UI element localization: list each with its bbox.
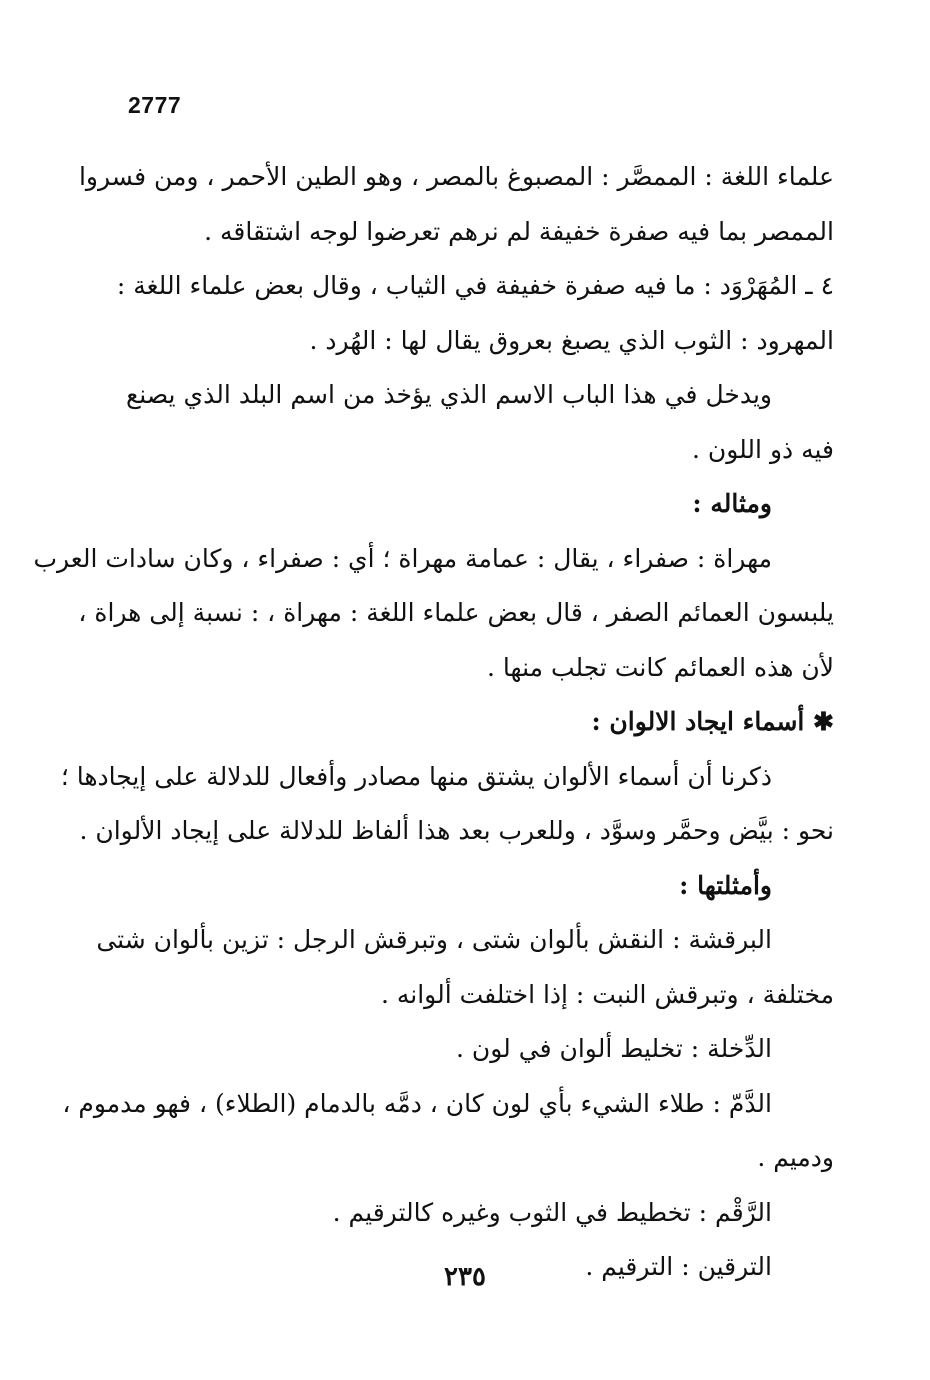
text-line: ٤ ـ المُهَرْوَد : ما فيه صفرة خفيفة في الثياب ، وقال بعض علماء اللغة :	[116, 271, 834, 300]
text-line: البرقشة : النقش بألوان شتى ، وتبرقش الرجل : تزين بألوان شتى	[96, 925, 772, 954]
text-line: فيه ذو اللون .	[691, 434, 834, 464]
body-text	[33, 150, 834, 1295]
text-line: نحو : بيَّض وحمَّر وسوَّد ، وللعرب بعد هذا ألفاظ للدلالة على إيجاد الألوان .	[79, 816, 834, 845]
text-line: الدَّمّ : طلاء الشيء بأي لون كان ، دمَّه بالدمام (الطلاء) ، فهو مدموم ،	[62, 1088, 772, 1118]
top-page-number: 2777	[128, 92, 182, 118]
text-line: الرَّقْم : تخطيط في الثوب وغيره كالترقيم .	[332, 1197, 772, 1227]
text-line: الممصر بما فيه صفرة خفيفة لم نرهم تعرضوا لوجه اشتقاقه .	[204, 216, 834, 246]
text-line: ودميم .	[757, 1143, 834, 1172]
text-line: علماء اللغة : الممصَّر : المصبوغ بالمصر ، وهو الطين الأحمر ، ومن فسروا	[78, 162, 834, 191]
subheading-line: ومثاله :	[692, 489, 772, 518]
text-line: يلبسون العمائم الصفر ، قال بعض علماء اللغة : مهراة ، : نسبة إلى هراة ،	[78, 598, 834, 627]
section-heading: ✱ أسماء ايجاد الالوان :	[591, 707, 834, 736]
text-line: الدِّخلة : تخليط ألوان في لون .	[456, 1034, 772, 1063]
text-line: مختلفة ، وتبرقش النبت : إذا اختلفت ألوانه .	[380, 979, 834, 1009]
text-line: الترقين : الترقيم .	[585, 1252, 772, 1281]
subheading-line: وأمثلتها :	[679, 870, 772, 900]
text-line: ويدخل في هذا الباب الاسم الذي يؤخذ من اسم البلد الذي يصنع	[126, 380, 772, 409]
page-number: ٢٣٥	[444, 1262, 486, 1292]
text-line: لأن هذه العمائم كانت تجلب منها .	[487, 652, 834, 682]
text-line: المهرود : الثوب الذي يصبغ بعروق يقال لها : الهُرد .	[309, 325, 834, 355]
text-line: مهراة : صفراء ، يقال : عمامة مهراة ؛ أي : صفراء ، وكان سادات العرب	[33, 543, 772, 573]
text-line: ذكرنا أن أسماء الألوان يشتق منها مصادر وأفعال للدلالة على إيجادها ؛	[60, 761, 772, 791]
